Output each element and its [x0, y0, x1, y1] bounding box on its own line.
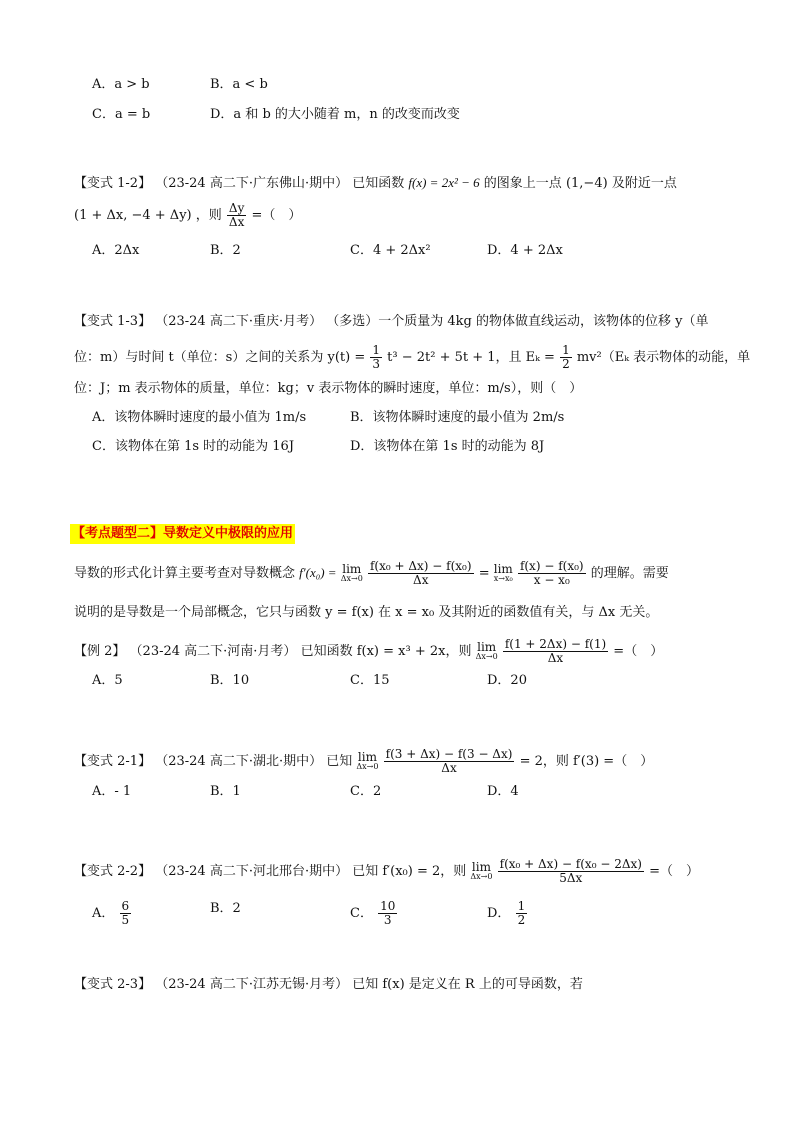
fraction: [560, 344, 572, 371]
fraction-denominator: 5Δx: [559, 871, 583, 885]
question-text: mv²（Eₖ 表示物体的动能，单: [576, 350, 751, 365]
fraction-numerator: f(x₀ + Δx) − f(x₀): [369, 559, 472, 573]
question-ex2-line1: [74, 638, 663, 665]
fraction-numerator: 1: [562, 343, 570, 357]
question-tag: 【变式 1-3】: [74, 314, 152, 329]
question-v23-line1: [74, 976, 583, 994]
option-c: C．15: [350, 673, 390, 688]
limit: [356, 752, 378, 771]
option-b: B．1: [210, 784, 241, 799]
fraction-numerator: f(3 + Δx) − f(3 − Δx): [385, 747, 513, 761]
option-a: A．2Δx: [92, 243, 140, 258]
question-text: =（ ）: [251, 208, 302, 223]
option-a: [92, 900, 132, 927]
prev-option-b: B．a < b: [210, 77, 268, 92]
option-d: D．4: [487, 784, 519, 799]
fraction-denominator: Δx: [228, 215, 245, 229]
question-tag: 【变式 1-2】: [74, 176, 152, 191]
fraction: [516, 900, 528, 927]
intro-text: 导数的形式化计算主要考查对导数概念: [74, 566, 296, 581]
fraction-numerator: 6: [121, 899, 130, 913]
question-text: （多选）一个质量为 4kg 的物体做直线运动，该物体的位移 y（单: [326, 314, 709, 329]
question-text: =（ ）: [613, 644, 664, 659]
limit: [341, 564, 363, 583]
question-source: （23-24 高二下·河北邢台·期中）: [155, 864, 349, 879]
question-text: 已知 f(x) 是定义在 R 上的可导函数，若: [352, 977, 583, 992]
fraction-denominator: x − x₀: [533, 573, 570, 587]
fraction-numerator: Δy: [228, 201, 245, 215]
formula: (1,−4): [565, 176, 608, 191]
question-text: 位：m）与时间 t（单位：s）之间的关系为 y(t) =: [74, 350, 366, 365]
prev-option-d: D．a 和 b 的大小随着 m，n 的改变而改变: [210, 107, 460, 122]
limit-subscript: Δx→0: [340, 574, 363, 583]
option-b: B．该物体瞬时速度的最小值为 2m/s: [350, 410, 565, 425]
fraction-denominator: Δx: [413, 573, 429, 587]
fraction: [227, 202, 246, 229]
question-v13-line2: [74, 344, 750, 371]
fraction-numerator: 1: [372, 343, 381, 357]
fraction: [378, 900, 397, 927]
question-text: t³ − 2t² + 5t + 1，且 Eₖ =: [387, 350, 555, 365]
limit-subscript: Δx→0: [356, 762, 379, 771]
option-label: C．: [350, 906, 373, 921]
question-source: （23-24 高二下·重庆·月考）: [155, 314, 323, 329]
fraction-denominator: 3: [383, 913, 392, 927]
question-tag: 【变式 2-2】: [74, 864, 152, 879]
limit-subscript: Δx→0: [470, 872, 493, 881]
option-c: C．该物体在第 1s 时的动能为 16J: [92, 439, 295, 454]
limit-operator: lim: [342, 562, 362, 576]
fraction-denominator: 5: [121, 913, 130, 927]
option-a: A．5: [92, 673, 123, 688]
fraction-numerator: f(x₀ + Δx) − f(x₀ − 2Δx): [499, 857, 642, 871]
limit: [494, 564, 513, 583]
option-d: D．20: [487, 673, 527, 688]
option-a: A．该物体瞬时速度的最小值为 1m/s: [92, 410, 307, 425]
fraction: [518, 560, 586, 587]
question-text: 及附近一点: [611, 176, 677, 191]
question-text: 已知函数: [352, 176, 405, 191]
option-c: C．2: [350, 784, 382, 799]
question-text: 的图象上一点: [483, 176, 562, 191]
fraction: [368, 560, 474, 587]
question-v21-line1: [74, 748, 653, 775]
question-source: （23-24 高二下·湖北·期中）: [155, 754, 323, 769]
question-text: 已知: [326, 754, 353, 769]
limit: [470, 862, 492, 881]
option-d: D．该物体在第 1s 时的动能为 8J: [350, 439, 545, 454]
question-tag: 【变式 2-3】: [74, 977, 152, 992]
fraction-denominator: Δx: [441, 761, 457, 775]
fraction: [503, 638, 608, 665]
intro-text: 的理解。需要: [590, 566, 669, 581]
section-intro-line2: 说明的是导数是一个局部概念，它只与函数 y = f(x) 在 x = x₀ 及其附近的函数值有关，与 Δx 无关。: [74, 605, 659, 620]
limit-operator: lim: [477, 640, 497, 654]
fraction-denominator: 2: [562, 357, 570, 371]
fraction-numerator: 10: [380, 899, 396, 913]
option-c: [350, 900, 398, 927]
section-heading: 【考点题型二】导数定义中极限的应用: [70, 524, 295, 544]
question-text: = 2，则 f′(3) =（ ）: [519, 754, 654, 769]
prev-option-c: C．a = b: [92, 107, 151, 122]
fraction-numerator: 1: [517, 899, 526, 913]
option-d: D．4 + 2Δx: [487, 243, 563, 258]
option-label: D．: [487, 906, 511, 921]
formula: (1 + Δx, −4 + Δy): [74, 208, 192, 223]
option-d: [487, 900, 528, 927]
equals-sign: =: [478, 566, 490, 581]
limit: [476, 642, 498, 661]
question-v22-line1: [74, 858, 699, 885]
prev-option-a: A．a > b: [92, 77, 150, 92]
question-tag: 【变式 2-1】: [74, 754, 152, 769]
question-source: （23-24 高二下·河南·月考）: [129, 644, 297, 659]
question-v13-line1: [74, 313, 708, 331]
question-tag: 【例 2】: [74, 644, 126, 659]
limit-operator: lim: [493, 562, 513, 576]
question-source: （23-24 高二下·广东佛山·期中）: [155, 176, 349, 191]
limit-subscript: x→x₀: [493, 574, 513, 583]
question-text: =（ ）: [649, 864, 699, 879]
formula: f(x) = 2x² − 6: [408, 175, 480, 190]
section-intro-line1: [74, 560, 669, 587]
formula: f′(x₀) =: [299, 565, 337, 580]
option-b: B．10: [210, 673, 250, 688]
fraction: [384, 748, 515, 775]
limit-subscript: Δx→0: [475, 652, 498, 661]
option-c: C．4 + 2Δx²: [350, 243, 431, 258]
question-text: ，则: [195, 208, 222, 223]
option-label: A．: [92, 906, 115, 921]
fraction-numerator: f(1 + 2Δx) − f(1): [504, 637, 607, 651]
fraction: [120, 900, 132, 927]
fraction: [498, 858, 644, 885]
question-v12-line2: [74, 202, 301, 229]
fraction-denominator: 3: [372, 357, 381, 371]
question-text: 已知 f′(x₀) = 2，则: [352, 864, 467, 879]
limit-operator: lim: [471, 860, 491, 874]
option-a: A．- 1: [92, 784, 132, 799]
fraction-denominator: 2: [517, 913, 526, 927]
question-v12-line1: [74, 174, 677, 193]
question-v13-line3: 位：J；m 表示物体的质量，单位：kg；v 表示物体的瞬时速度，单位：m/s），则（ ）: [74, 381, 583, 396]
fraction: [370, 344, 382, 371]
fraction-denominator: Δx: [547, 651, 564, 665]
limit-operator: lim: [357, 750, 377, 764]
option-b: B．2: [210, 243, 241, 258]
fraction-numerator: f(x) − f(x₀): [519, 559, 584, 573]
question-source: （23-24 高二下·江苏无锡·月考）: [155, 977, 349, 992]
question-text: 已知函数 f(x) = x³ + 2x，则: [300, 644, 472, 659]
option-b: B．2: [210, 901, 241, 916]
